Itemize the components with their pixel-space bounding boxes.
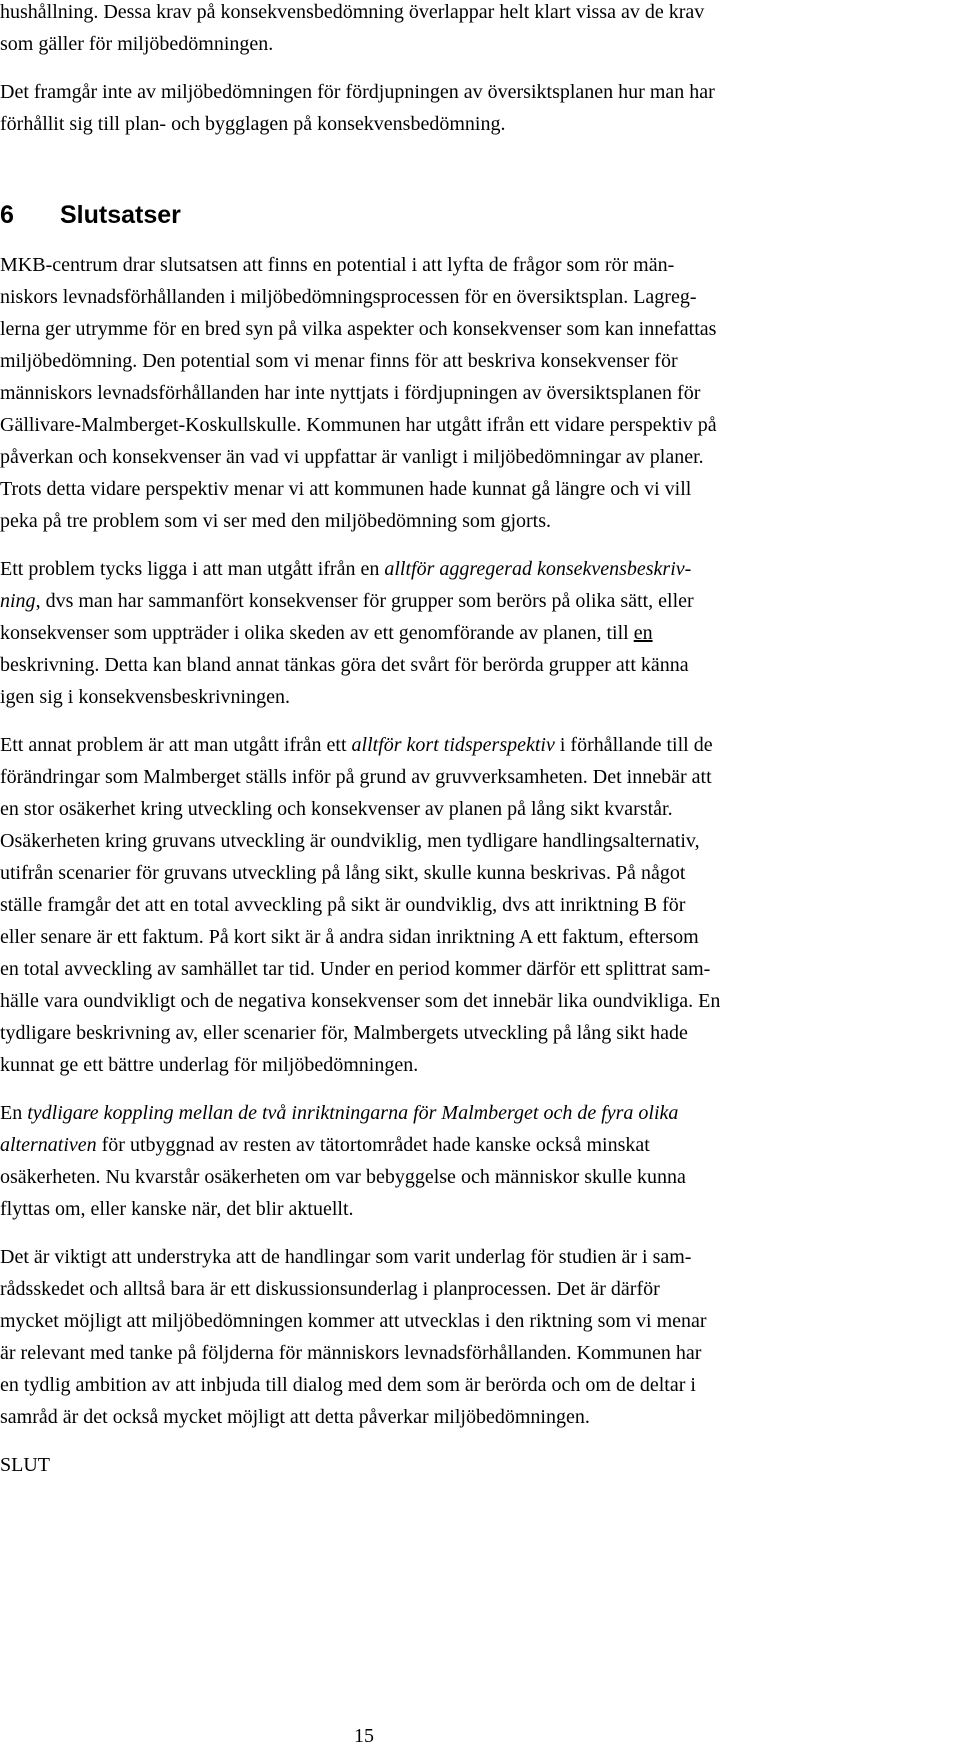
p3-line-3: en stor osäkerhet kring utveckling och konsekvenser av planen på lång sikt kvarstår. (0, 798, 673, 820)
p3-line-1-emphasis: alltför kort tidsperspektiv (351, 734, 555, 756)
p3-line-1-text-a: Ett annat problem är att man utgått ifrån ett (0, 734, 352, 756)
p4-line-3: osäkerheten. Nu kvarstår osäkerheten om var bebyggelse och människor skulle kunna (0, 1166, 686, 1188)
p3-line-1 (0, 733, 713, 757)
p1-line-4: miljöbedömning. Den potential som vi menar finns för att beskriva konsekvenser för (0, 350, 678, 372)
p3-line-2: förändringar som Malmberget ställs inför på grund av gruvverksamheten. Det innebär att (0, 766, 712, 788)
section-number: 6 (0, 201, 14, 229)
p5-line-2: rådsskedet och alltså bara är ett diskussionsunderlag i planprocessen. Det är därför (0, 1278, 660, 1300)
p2-line-3 (0, 621, 653, 645)
p1-line-6: Gällivare-Malmberget-Koskullskulle. Kommunen har utgått ifrån ett vidare perspektiv på (0, 414, 717, 436)
p5-line-4: är relevant med tanke på följderna för människors levnadsförhållanden. Kommunen har (0, 1342, 702, 1364)
p4-line-1-text: En (0, 1102, 28, 1124)
p4-line-2-text: för utbyggnad av resten av tätortområdet hade kanske också minskat (96, 1134, 650, 1156)
p5-line-3: mycket möjligt att miljöbedömningen kommer att utvecklas i den riktning som vi menar (0, 1310, 707, 1332)
p2-line-5: igen sig i konsekvensbeskrivningen. (0, 686, 290, 708)
p1-line-1: MKB-centrum drar slutsatsen att finns en potential i att lyfta de frågor som rör män- (0, 254, 675, 276)
p2-line-1 (0, 557, 691, 581)
p1-line-8: Trots detta vidare perspektiv menar vi att kommunen hade kunnat gå längre och vi vill (0, 478, 692, 500)
p3-line-9: hälle vara oundvikligt och de negativa konsekvenser som det innebär lika oundvikliga. En (0, 990, 721, 1012)
p4-line-2 (0, 1133, 650, 1157)
intro-line-4: förhållit sig till plan- och bygglagen på konsekvensbedömning. (0, 113, 506, 135)
p5-line-6: samråd är det också mycket möjligt att detta påverkar miljöbedömningen. (0, 1406, 590, 1428)
p4-line-1-emphasis: tydligare koppling mellan de två inriktningarna för Malmberget och de fyra olika (27, 1102, 679, 1124)
intro-line-3: Det framgår inte av miljöbedömningen för fördjupningen av översiktsplanen hur man har (0, 81, 715, 103)
p1-line-3: lerna ger utrymme för en bred syn på vilka aspekter och konsekvenser som kan innefattas (0, 318, 717, 340)
section-title: Slutsatser (60, 201, 181, 229)
p3-line-8: en total avveckling av samhället tar tid. Under en period kommer därför ett splittrat sam- (0, 958, 711, 980)
p5-line-1: Det är viktigt att understryka att de handlingar som varit underlag för studien är i sam- (0, 1246, 692, 1268)
p3-line-10: tydligare beskrivning av, eller scenarier för, Malmbergets utveckling på lång sikt hade (0, 1022, 688, 1044)
p2-line-2 (0, 589, 694, 613)
p2-line-4: beskrivning. Detta kan bland annat tänkas göra det svårt för berörda grupper att känna (0, 654, 689, 676)
p4-line-1 (0, 1101, 678, 1125)
intro-line-1: hushållning. Dessa krav på konsekvensbedömning överlappar helt klart vissa av de krav (0, 1, 705, 23)
p3-line-4: Osäkerheten kring gruvans utveckling är oundviklig, men tydligare handlingsalternativ, (0, 830, 700, 852)
p3-line-7: eller senare är ett faktum. På kort sikt är å andra sidan inriktning A ett faktum, eftersom (0, 926, 699, 948)
page-number: 15 (354, 1725, 374, 1747)
intro-line-2: som gäller för miljöbedömningen. (0, 33, 274, 55)
p3-line-1-text-c: i förhållande till de (554, 734, 713, 756)
p5-line-5: en tydlig ambition av att inbjuda till dialog med dem som är berörda och om de deltar i (0, 1374, 696, 1396)
p2-line-1-text: Ett problem tycks ligga i att man utgått ifrån en (0, 558, 385, 580)
p4-line-4: flyttas om, eller kanske när, det blir aktuellt. (0, 1198, 354, 1220)
p2-line-3-underline: en (633, 622, 653, 644)
end-marker: SLUT (0, 1454, 50, 1476)
p1-line-7: påverkan och konsekvenser än vad vi uppfattar är vanligt i miljöbedömningar av planer. (0, 446, 704, 468)
p1-line-2: niskors levnadsförhållanden i miljöbedömningsprocessen för en översiktsplan. Lagreg- (0, 286, 697, 308)
p4-line-2-emphasis: alternativen (0, 1134, 97, 1156)
p3-line-6: ställe framgår det att en total avveckling på sikt är oundviklig, dvs att inriktning B för (0, 894, 686, 916)
p2-line-2-emphasis: ning (0, 590, 36, 612)
p2-line-1-emphasis: alltför aggregerad konsekvensbeskriv- (384, 558, 692, 580)
section-heading (0, 200, 181, 230)
p2-line-3-text: konsekvenser som uppträder i olika skeden av ett genomförande av planen, till (0, 622, 634, 644)
p3-line-11: kunnat ge ett bättre underlag för miljöbedömningen. (0, 1054, 419, 1076)
p1-line-5: människors levnadsförhållanden har inte nyttjats i fördjupningen av översiktsplanen för (0, 382, 701, 404)
p2-line-2-text: , dvs man har sammanfört konsekvenser för grupper som berörs på olika sätt, eller (35, 590, 694, 612)
p3-line-5: utifrån scenarier för gruvans utveckling på lång sikt, skulle kunna beskrivas. På något (0, 862, 686, 884)
p1-line-9: peka på tre problem som vi ser med den miljöbedömning som gjorts. (0, 510, 552, 532)
